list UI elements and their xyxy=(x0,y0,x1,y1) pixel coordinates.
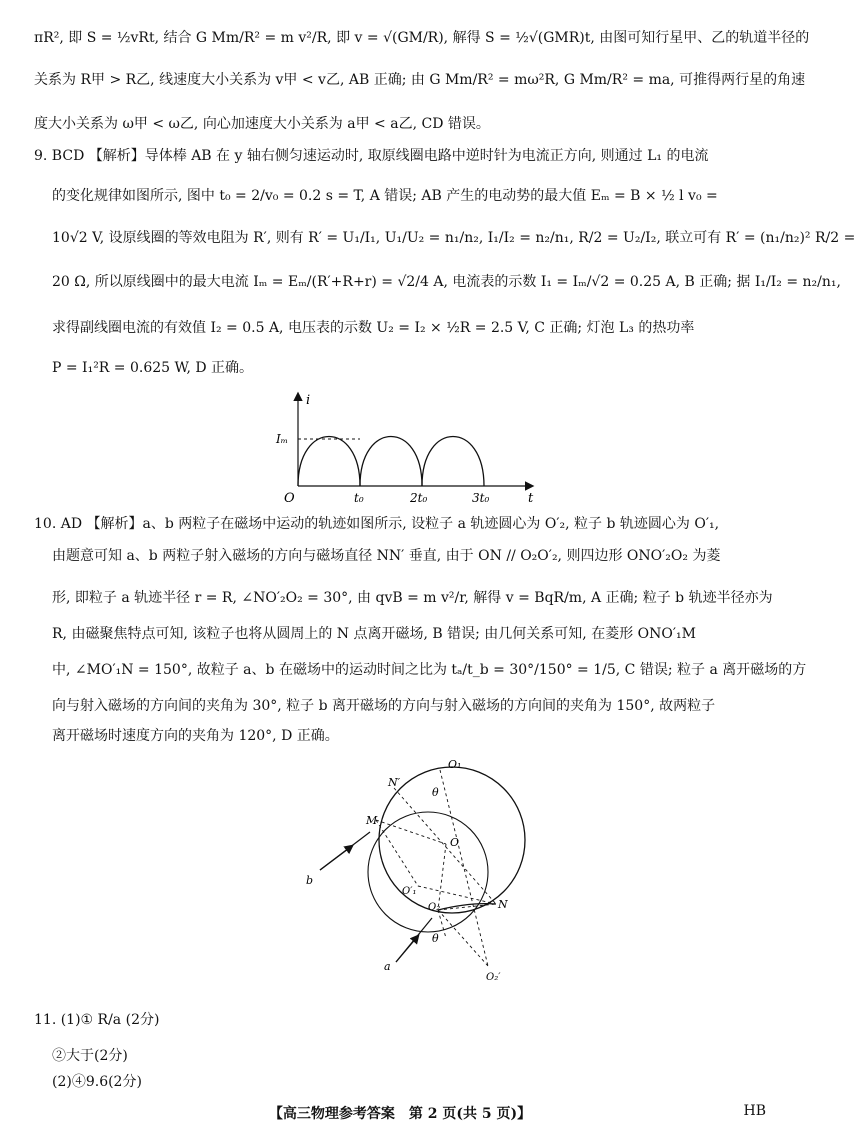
label-n: N xyxy=(498,898,508,911)
q9-line-3: 10√2 V, 设原线圈的等效电阻为 R′, 则有 R′ = U₁/I₁, U₁/U₂ = n₁/n₂, I₁/I₂ = n₂/n₁, R/2 = U₂/I₂, 联立可有 R′ = (n₁/n₂)² R/2 = xyxy=(52,230,855,246)
label-theta-bottom: θ xyxy=(432,932,439,945)
line-o2-o2p xyxy=(438,910,488,966)
line-o1-o2p xyxy=(440,770,488,966)
label-o2: O₂ xyxy=(428,902,441,913)
q9-line-1: 9. BCD 【解析】导体棒 AB 在 y 轴右侧匀速运动时, 取原线圈电路中逆时针为电流正方向, 则通过 L₁ 的电流 xyxy=(34,148,709,164)
line-m-o1p xyxy=(376,820,418,886)
graph-x-label: t xyxy=(528,491,534,506)
label-m: M xyxy=(366,814,378,827)
label-theta-top: θ xyxy=(432,786,439,799)
q9-line-2: 的变化规律如图所示, 图中 t₀ = 2/v₀ = 0.2 s = T, A 错误; AB 产生的电动势的最大值 Eₘ = B × ½ l v₀ = xyxy=(52,188,718,204)
q11-answer-3: (2)④9.6(2分) xyxy=(52,1074,142,1090)
graph-tick-3t0: 3t₀ xyxy=(472,491,490,505)
graph-origin-label: O xyxy=(284,491,295,506)
graph-arch-2 xyxy=(360,437,422,487)
q10-line-7: 离开磁场时速度方向的夹角为 120°, D 正确。 xyxy=(52,728,339,744)
line-o2-theta xyxy=(438,910,446,938)
graph-y-label: i xyxy=(306,393,311,408)
q9-line-6: P = I₁²R = 0.625 W, D 正确。 xyxy=(52,360,254,376)
footer-page-info: 【高三物理参考答案 第 2 页(共 5 页)】 xyxy=(268,1106,532,1122)
graph-tick-t0: t₀ xyxy=(354,491,364,505)
ray-a-arrow xyxy=(396,936,418,962)
graph-arch-3 xyxy=(422,437,484,487)
text-line-2: 关系为 R甲 > R乙, 线速度大小关系为 v甲 < v乙, AB 正确; 由 G Mm/R² = mω²R, G Mm/R² = ma, 可推得两行星的角速 xyxy=(34,72,806,88)
current-graph xyxy=(270,390,540,510)
graph-arch-1 xyxy=(298,437,360,487)
graph-im-label: Iₘ xyxy=(276,432,289,446)
q10-line-4: R, 由磁聚焦特点可知, 该粒子也将从圆周上的 N 点离开磁场, B 错误; 由几何关系可知, 在菱形 ONO′₁M xyxy=(52,626,696,642)
q10-line-6: 向与射入磁场的方向间的夹角为 30°, 粒子 b 离开磁场的方向与射入磁场的方向间的夹角为 150°, 故两粒子 xyxy=(52,698,716,714)
q9-line-5: 求得副线圈电流的有效值 I₂ = 0.5 A, 电压表的示数 U₂ = I₂ × ½R = 2.5 V, C 正确; 灯泡 L₃ 的热功率 xyxy=(52,320,695,336)
magnetic-field-diagram xyxy=(300,752,550,992)
label-o2-prime: O₂′ xyxy=(486,972,501,983)
line-o-o2 xyxy=(438,844,446,910)
line-m-o xyxy=(376,820,446,844)
graph-tick-2t0: 2t₀ xyxy=(410,491,428,505)
label-o: O xyxy=(450,836,460,849)
label-b: b xyxy=(306,874,314,887)
q10-line-5: 中, ∠MO′₁N = 150°, 故粒子 a、b 在磁场中的运动时间之比为 tₐ/t_b = 30°/150° = 1/5, C 错误; 粒子 a 离开磁场的方 xyxy=(52,662,807,678)
text-line-1: πR², 即 S = ½vRt, 结合 G Mm/R² = m v²/R, 即 v = √(GM/R), 解得 S = ½√(GMR)t, 由图可知行星甲、乙的轨道半径的 xyxy=(34,30,810,46)
text-line-3: 度大小关系为 ω甲 < ω乙, 向心加速度大小关系为 a甲 < a乙, CD 错误。 xyxy=(34,116,490,132)
q10-line-2: 由题意可知 a、b 两粒子射入磁场的方向与磁场直径 NN′ 垂直, 由于 ON // O₂O′₂, 则四边形 ONO′₂O₂ 为菱 xyxy=(52,548,721,564)
q10-line-3: 形, 即粒子 a 轨迹半径 r = R, ∠NO′₂O₂ = 30°, 由 qvB = m v²/r, 解得 v = BqR/m, A 正确; 粒子 b 轨迹半径亦为 xyxy=(52,590,773,606)
footer-code: HB xyxy=(743,1103,766,1119)
label-a: a xyxy=(384,960,391,973)
q11-answer-1: 11. (1)① R/a (2分) xyxy=(34,1012,160,1028)
q9-line-4: 20 Ω, 所以原线圈中的最大电流 Iₘ = Eₘ/(R′+R+r) = √2/4 A, 电流表的示数 I₁ = Iₘ/√2 = 0.25 A, B 正确; 据 I₁/I₂ = n₂/n₁, xyxy=(52,274,841,290)
ray-b-arrow xyxy=(320,846,352,870)
label-n-prime: N′ xyxy=(388,776,401,789)
label-o1-prime: O′₁ xyxy=(402,886,417,897)
q11-answer-2: ②大于(2分) xyxy=(52,1048,128,1064)
q10-line-1: 10. AD 【解析】a、b 两粒子在磁场中运动的轨迹如图所示, 设粒子 a 轨迹圆心为 O′₂, 粒子 b 轨迹圆心为 O′₁, xyxy=(34,516,720,532)
label-o1: O₁ xyxy=(448,758,462,771)
